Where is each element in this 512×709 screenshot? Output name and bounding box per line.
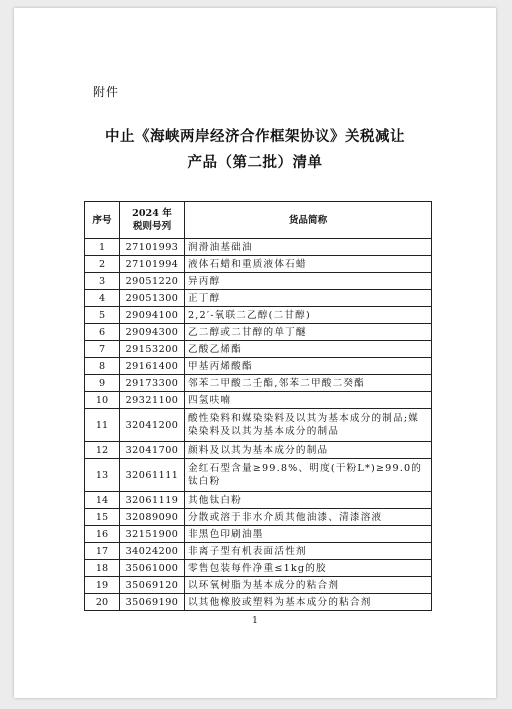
cell-name: 乙二醇或二甘醇的单丁醚: [185, 324, 432, 341]
table-row: [85, 509, 432, 526]
table-row: [85, 273, 432, 290]
cell-name: 2,2′-氧联二乙醇(二甘醇): [185, 307, 432, 324]
cell-name: 颜料及以其为基本成分的制品: [185, 442, 432, 459]
table-row: [85, 543, 432, 560]
cell-serial: 2: [85, 256, 120, 273]
cell-code: 35069190: [120, 594, 185, 611]
cell-name: 酸性染料和媒染染料及以其为基本成分的制品;媒染染料及以其为基本成分的制品: [185, 409, 432, 442]
cell-serial: 3: [85, 273, 120, 290]
table-row: [85, 459, 432, 492]
cell-serial: 6: [85, 324, 120, 341]
cell-name: 异丙醇: [185, 273, 432, 290]
table-row: [85, 442, 432, 459]
table-row: [85, 341, 432, 358]
header-tariff-year: 2024 年: [132, 208, 172, 219]
cell-serial: 17: [85, 543, 120, 560]
header-product-name: 货品简称: [185, 202, 432, 239]
cell-code: 32041700: [120, 442, 185, 459]
table-row: [85, 392, 432, 409]
cell-code: 32151900: [120, 526, 185, 543]
product-list-table: [84, 201, 432, 611]
cell-serial: 15: [85, 509, 120, 526]
table-row: [85, 577, 432, 594]
cell-serial: 5: [85, 307, 120, 324]
table-header-row: [85, 202, 432, 239]
cell-code: 32061111: [120, 459, 185, 492]
cell-code: 29173300: [120, 375, 185, 392]
cell-serial: 18: [85, 560, 120, 577]
document-page: [14, 8, 496, 698]
table-row: [85, 560, 432, 577]
table-row: [85, 290, 432, 307]
cell-code: 32061119: [120, 492, 185, 509]
cell-name: 四氢呋喃: [185, 392, 432, 409]
cell-serial: 19: [85, 577, 120, 594]
cell-code: 29094300: [120, 324, 185, 341]
cell-name: 以其他橡胶或塑料为基本成分的粘合剂: [185, 594, 432, 611]
cell-name: 乙酸乙烯酯: [185, 341, 432, 358]
cell-code: 34024200: [120, 543, 185, 560]
cell-name: 分散或溶于非水介质其他油漆、清漆溶液: [185, 509, 432, 526]
cell-code: 35069120: [120, 577, 185, 594]
table-row: [85, 358, 432, 375]
cell-code: 29153200: [120, 341, 185, 358]
cell-serial: 20: [85, 594, 120, 611]
attachment-label: 附件: [93, 85, 120, 99]
cell-serial: 10: [85, 392, 120, 409]
cell-name: 正丁醇: [185, 290, 432, 307]
cell-name: 以环氧树脂为基本成分的粘合剂: [185, 577, 432, 594]
table-row: [85, 324, 432, 341]
document-title-line2: 产品（第二批）清单: [187, 154, 323, 171]
table-row: [85, 307, 432, 324]
page-number: 1: [252, 616, 258, 626]
cell-name: 金红石型含量≥99.8%、明度(干粉L*)≥99.0的钛白粉: [185, 459, 432, 492]
cell-serial: 14: [85, 492, 120, 509]
cell-code: 29321100: [120, 392, 185, 409]
header-tariff-code: [120, 202, 185, 239]
cell-name: 其他钛白粉: [185, 492, 432, 509]
cell-name: 液体石蜡和重质液体石蜡: [185, 256, 432, 273]
cell-serial: 9: [85, 375, 120, 392]
document-title-line1: 中止《海峡两岸经济合作框架协议》关税减让: [105, 128, 405, 145]
cell-code: 32089090: [120, 509, 185, 526]
table-row: [85, 526, 432, 543]
cell-code: 29051220: [120, 273, 185, 290]
cell-serial: 4: [85, 290, 120, 307]
table-row: [85, 594, 432, 611]
cell-serial: 16: [85, 526, 120, 543]
cell-name: 非离子型有机表面活性剂: [185, 543, 432, 560]
cell-serial: 7: [85, 341, 120, 358]
cell-serial: 1: [85, 239, 120, 256]
cell-code: 29161400: [120, 358, 185, 375]
cell-code: 27101993: [120, 239, 185, 256]
header-serial-number: 序号: [85, 202, 120, 239]
cell-serial: 11: [85, 409, 120, 442]
table-row: [85, 239, 432, 256]
cell-name: 润滑油基础油: [185, 239, 432, 256]
cell-code: 29094100: [120, 307, 185, 324]
cell-name: 邻苯二甲酸二壬酯,邻苯二甲酸二癸酯: [185, 375, 432, 392]
header-tariff-label: 税则号列: [132, 221, 172, 232]
table-row: [85, 375, 432, 392]
cell-code: 32041200: [120, 409, 185, 442]
table-row: [85, 492, 432, 509]
cell-code: 35061000: [120, 560, 185, 577]
cell-serial: 12: [85, 442, 120, 459]
cell-code: 29051300: [120, 290, 185, 307]
cell-code: 27101994: [120, 256, 185, 273]
table-row: [85, 256, 432, 273]
table-row: [85, 409, 432, 442]
cell-name: 甲基丙烯酸酯: [185, 358, 432, 375]
cell-name: 非黑色印刷油墨: [185, 526, 432, 543]
cell-serial: 8: [85, 358, 120, 375]
cell-name: 零售包装每件净重≤1kg的胶: [185, 560, 432, 577]
cell-serial: 13: [85, 459, 120, 492]
